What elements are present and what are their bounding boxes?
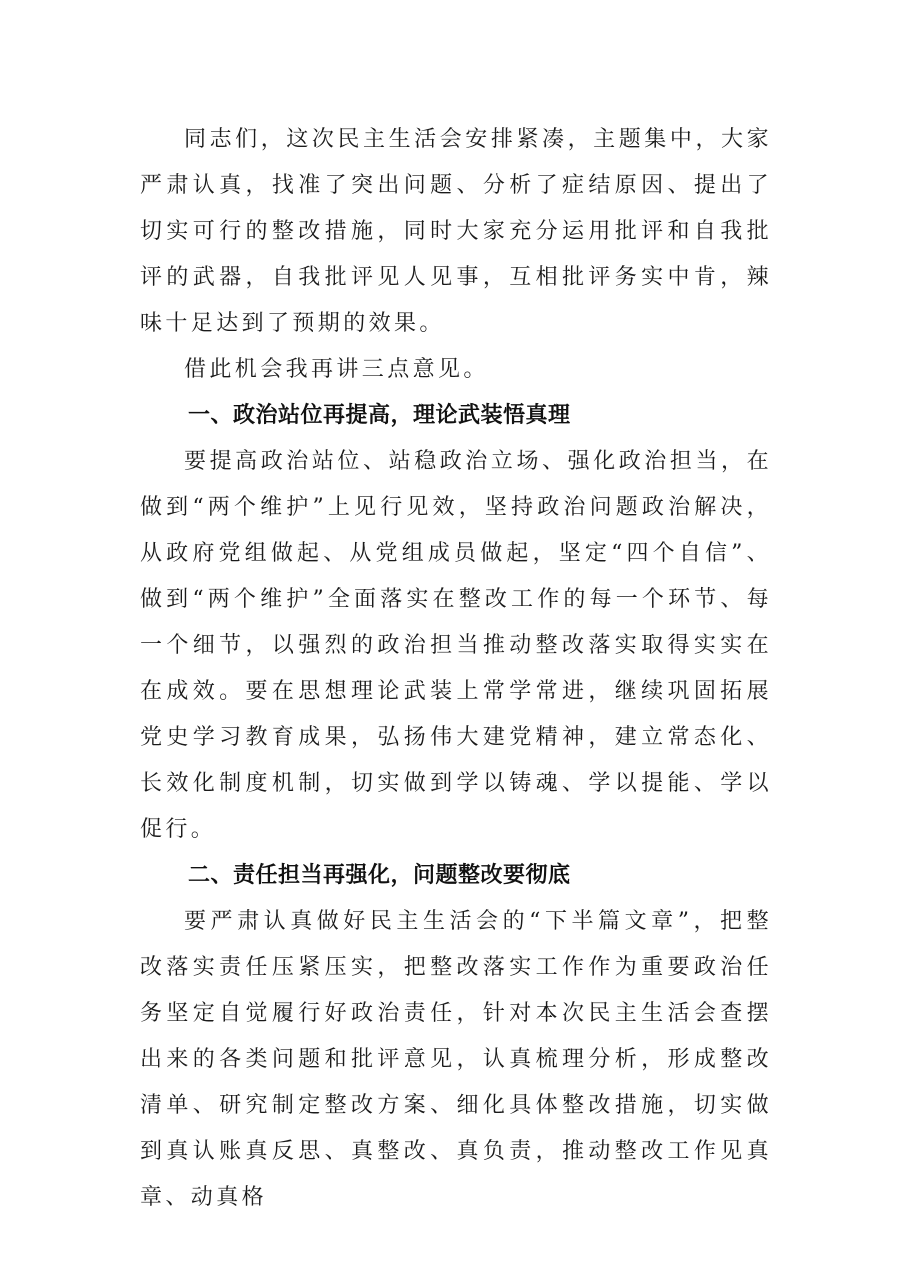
paragraph-section-1: 要提高政治站位、站稳政治立场、强化政治担当，在做到“两个维护”上见行见效，坚持政治问题政治解决，从政府党组做起、从党组成员做起，坚定“四个自信”、做到“两个维护”全面落实在整改工作的每一个环节、每一个细节，以强烈的政治担当推动整改落实取得实实在在成效。要在思想理论武装上常学常进，继续巩固拓展党史学习教育成果，弘扬伟大建党精神，建立常态化、长效化制度机制，切实做到学以铸魂、学以提能、学以促行。 xyxy=(140,449,772,842)
paragraph-transition: 借此机会我再讲三点意见。 xyxy=(184,357,489,382)
section-heading-2: 二、责任担当再强化，问题整改要彻底 xyxy=(188,863,571,888)
paragraph-section-2: 要严肃认真做好民主生活会的“下半篇文章”，把整改落实责任压紧压实，把整改落实工作作为重要政治任务坚定自觉履行好政治责任，针对本次民主生活会查摆出来的各类问题和批评意见，认真梳理分析，形成整改清单、研究制定整改方案、细化具体整改措施，切实做到真认账真反思、真整改、真负责，推动整改工作见真章、动真格 xyxy=(140,909,772,1210)
paragraph-opening: 同志们，这次民主生活会安排紧凑，主题集中，大家严肃认真，找准了突出问题、分析了症结原因、提出了切实可行的整改措施，同时大家充分运用批评和自我批评的武器，自我批评见人见事，互相批评务实中肯，辣味十足达到了预期的效果。 xyxy=(140,127,772,336)
document-body xyxy=(140,117,772,1221)
section-heading-1: 一、政治站位再提高，理论武装悟真理 xyxy=(188,403,571,428)
